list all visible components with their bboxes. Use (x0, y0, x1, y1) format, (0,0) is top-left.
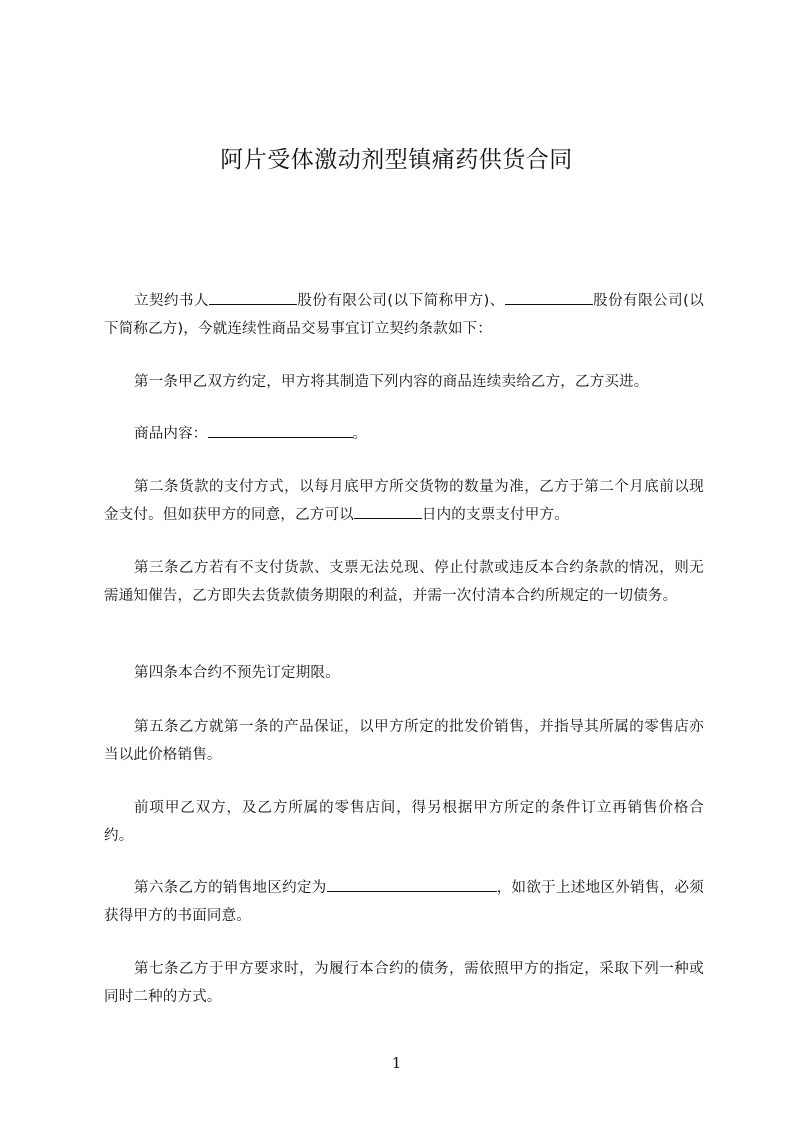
article-6 (104, 874, 704, 930)
party-a-name-blank (209, 287, 297, 305)
page-number: 1 (391, 1054, 402, 1072)
article-3: 第三条乙方若有不支付货款、支票无法兑现、停止付款或违反本合约条款的情况，则无需通知催告，乙方即失去货款债务期限的利益，并需一次付清本合约所规定的一切债务。 (104, 560, 704, 604)
article-5-supplement: 前项甲乙双方，及乙方所属的零售店间，得另根据甲方所定的条件订立再销售价格合约。 (104, 800, 704, 844)
intro-text-3: 股份有限公司(以下简称乙方)，今就连续性商品交易事宜订立契约条款如下： (104, 293, 704, 337)
article-2-text-1: 第二条货款的支付方式，以每月底甲方所交货物的数量为准，乙方于第二个月底前以现金支付。但如获甲方的同意，乙方可以 (104, 479, 704, 523)
article-1: 第一条甲乙双方约定，甲方将其制造下列内容的商品连续卖给乙方，乙方买进。 (134, 374, 649, 390)
intro-paragraph (104, 287, 704, 343)
article-6-text-1: 第六条乙方的销售地区约定为 (134, 880, 327, 896)
goods-content-label: 商品内容： (134, 426, 208, 442)
sales-region-blank (327, 874, 497, 892)
goods-content-blank (208, 420, 353, 438)
intro-text-1: 立契约书人 (134, 293, 210, 309)
article-7: 第七条乙方于甲方要求时，为履行本合约的债务，需依照甲方的指定，采取下列一种或同时二种的方式。 (104, 961, 704, 1005)
article-6-text-2: ，如欲于上述地区外销售，必须获得甲方的书面同意。 (104, 880, 704, 924)
party-b-name-blank (505, 287, 593, 305)
document-title: 阿片受体激动剂型镇痛药供货合同 (220, 147, 573, 173)
article-5: 第五条乙方就第一条的产品保证，以甲方所定的批发价销售，并指导其所属的零售店亦当以此价格销售。 (104, 719, 704, 763)
goods-content-line (104, 420, 704, 448)
article-4: 第四条本合约不预先订定期限。 (134, 665, 340, 681)
article-2-text-2: 日内的支票支付甲方。 (421, 507, 569, 523)
intro-text-2: 股份有限公司(以下简称甲方)、 (297, 293, 505, 309)
check-days-blank (354, 501, 422, 519)
article-2 (104, 473, 704, 529)
goods-content-end: 。 (352, 426, 368, 442)
